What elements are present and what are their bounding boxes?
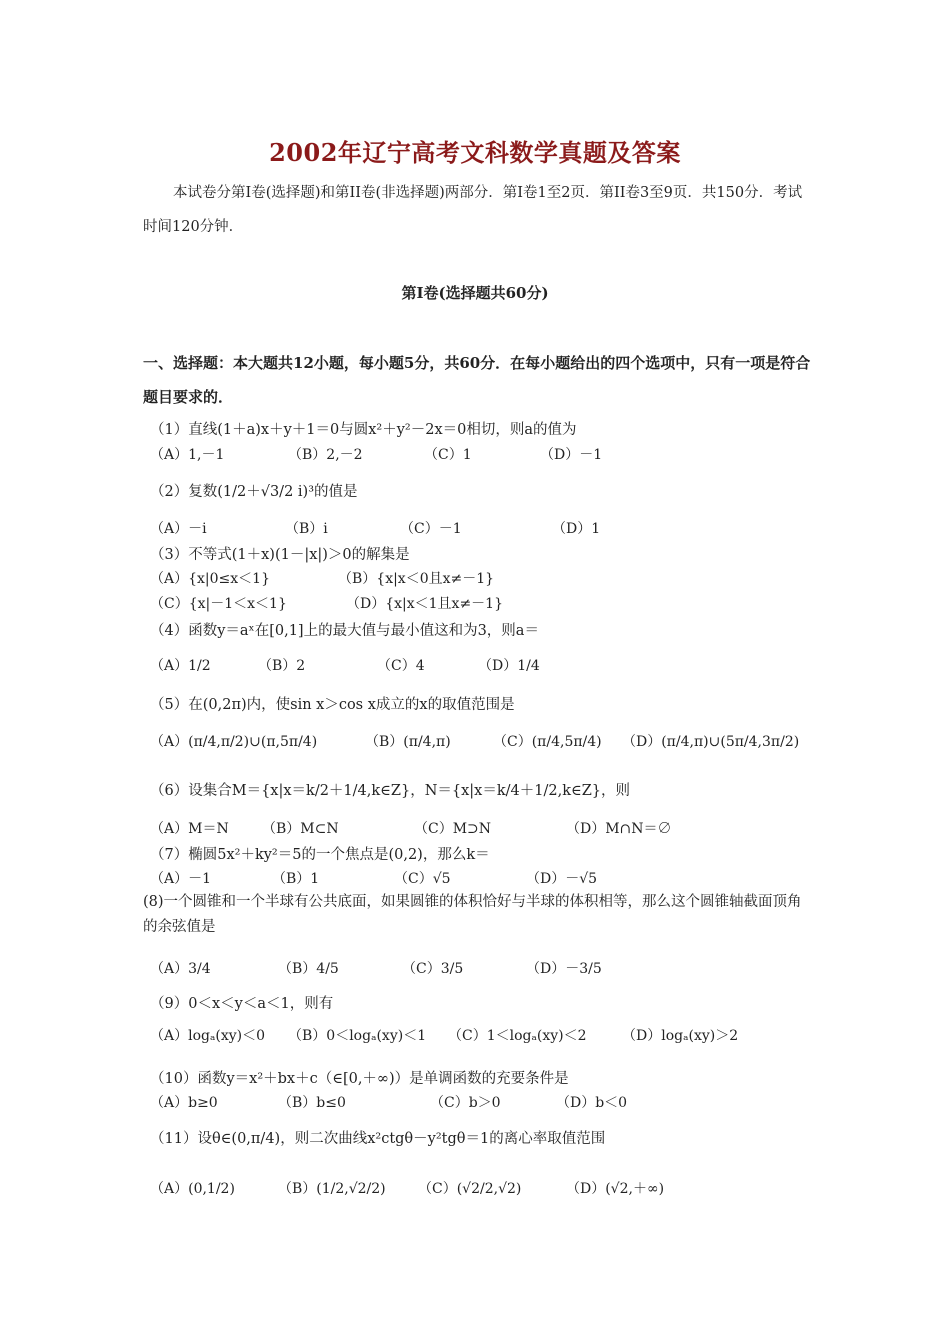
option-d: （D）－√5 (526, 871, 598, 887)
option-a: （A）3/4 (150, 961, 211, 977)
option-b: （B）2 (258, 658, 306, 674)
part1-title: 第Ⅰ卷(选择题共60分) (401, 284, 549, 302)
question-stem: （6）设集合M＝{x|x＝k/2＋1/4,k∈Z}，N＝{x|x＝k/4＋1/2,k∈Z}，则 (150, 783, 631, 799)
option-a: （A）(π/4,π/2)∪(π,5π/4) (150, 734, 318, 750)
question-stem: (8)一个圆锥和一个半球有公共底面，如果圆锥的体积恰好与半球的体积相等，那么这个圆锥轴截面顶角的余弦值是 (143, 894, 802, 935)
option-d: （D）M∩N＝∅ (566, 821, 672, 837)
option-a: （A）－1 (150, 871, 212, 887)
question-stem: （11）设θ∈(0,π/4)，则二次曲线x²ctgθ－y²tgθ＝1的离心率取值范围 (150, 1131, 606, 1147)
option-d: （D）1 (552, 521, 601, 537)
option-b: （B）(1/2,√2/2) (278, 1181, 386, 1197)
option-b: （B）M⊂N (262, 821, 339, 837)
option-c: （C）√5 (394, 871, 451, 887)
option-c: （C）(√2/2,√2) (418, 1181, 522, 1197)
option-d: （D）(π/4,π)∪(5π/4,3π/2) (622, 734, 800, 750)
option-a: （A）－i (150, 521, 207, 537)
option-c: （C）b＞0 (430, 1095, 501, 1111)
question-stem: （5）在(0,2π)内，使sin x＞cos x成立的x的取值范围是 (150, 697, 515, 713)
option-b: （B）1 (272, 871, 320, 887)
option-a: （A）(0,1/2) (150, 1181, 235, 1197)
option-c: （C）M⊃N (414, 821, 492, 837)
option-d: （D）－1 (540, 447, 603, 463)
option-b: （B）2,－2 (288, 447, 363, 463)
question-stem: （3）不等式(1＋x)(1－|x|)＞0的解集是 (150, 547, 410, 563)
option-c: （C）3/5 (402, 961, 464, 977)
option-c: （C）1 (424, 447, 472, 463)
option-a: （A）1/2 (150, 658, 211, 674)
option-c: （C）{x|－1＜x＜1} (150, 596, 287, 612)
option-a: （A）M＝N (150, 821, 229, 837)
option-c: （C）(π/4,5π/4) (493, 734, 602, 750)
option-c: （C）－1 (400, 521, 462, 537)
option-a: （A）b≥0 (150, 1095, 218, 1111)
option-b: （B）4/5 (278, 961, 339, 977)
question-stem: （10）函数y＝x²＋bx＋c（∈[0,＋∞)）是单调函数的充要条件是 (150, 1071, 569, 1087)
option-d: （D）1/4 (478, 658, 540, 674)
option-c: （C）1＜logₐ(xy)＜2 (448, 1028, 587, 1044)
question-stem: （2）复数(1/2＋√3/2 i)³的值是 (150, 484, 358, 500)
question-stem: （7）椭圆5x²＋ky²＝5的一个焦点是(0,2)，那么k＝ (150, 847, 490, 863)
option-a: （A）logₐ(xy)＜0 (150, 1028, 266, 1044)
option-d: （D）b＜0 (556, 1095, 628, 1111)
question-stem: （1）直线(1＋a)x＋y＋1＝0与圆x²＋y²－2x＝0相切，则a的值为 (150, 422, 577, 438)
option-b: （B）0＜logₐ(xy)＜1 (288, 1028, 427, 1044)
option-a: （A）1,－1 (150, 447, 225, 463)
option-c: （C）4 (377, 658, 425, 674)
option-b: （B）i (285, 521, 328, 537)
option-d: （D）{x|x＜1且x≠－1} (346, 596, 503, 612)
option-d: （D）－3/5 (526, 961, 602, 977)
section-heading: 一、选择题：本大题共12小题，每小题5分，共60分．在每小题给出的四个选项中，只有一项是符合题目要求的． (143, 354, 811, 406)
option-a: （A）{x|0≤x＜1} (150, 571, 270, 587)
question-stem: （4）函数y＝aˣ在[0,1]上的最大值与最小值这和为3，则a＝ (150, 623, 539, 639)
page-title: 2002年辽宁高考文科数学真题及答案 (269, 138, 681, 167)
option-b: （B）(π/4,π) (365, 734, 451, 750)
option-d: （D）logₐ(xy)＞2 (622, 1028, 739, 1044)
option-b: （B）b≤0 (278, 1095, 346, 1111)
option-b: （B）{x|x＜0且x≠－1} (338, 571, 495, 587)
option-d: （D）(√2,＋∞) (566, 1181, 665, 1197)
question-stem: （9）0＜x＜y＜a＜1，则有 (150, 996, 334, 1012)
intro-paragraph: 本试卷分第Ⅰ卷(选择题)和第II卷(非选择题)两部分．第Ⅰ卷1至2页．第II卷3至9页．共150分．考试时间120分钟． (143, 185, 803, 235)
